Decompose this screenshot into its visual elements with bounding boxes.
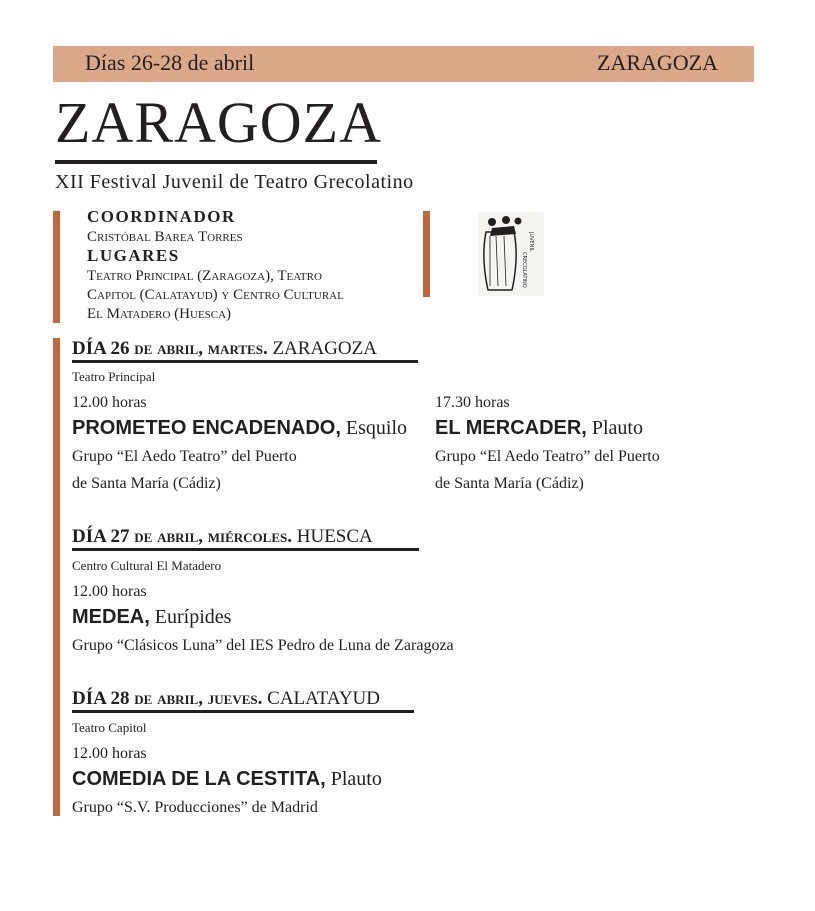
show-title [72,768,382,791]
group-line: Grupo “Clásicos Luna” del IES Pedro de Luna de Zaragoza [72,637,454,654]
venue-name: Teatro Principal [72,369,156,384]
day-underline [72,710,414,713]
show-title [72,417,407,440]
logo-accent-bar [423,211,430,297]
day-heading-26 [72,337,377,361]
day-date: de abril, martes. [134,338,268,359]
venues-line-3: El Matadero (Huesca) [87,306,232,322]
day-heading-28 [72,687,380,711]
group-line: Grupo “El Aedo Teatro” del Puerto [435,448,660,465]
day-label: DÍA 26 [72,338,130,359]
coordinator-name: Cristóbal Barea Torres [87,229,243,245]
title-underline [55,160,377,164]
play-author: Eurípides [154,606,232,628]
day-city: HUESCA [296,526,373,547]
show-time: 12.00 horas [72,394,147,411]
venue-name: Centro Cultural El Matadero [72,558,222,573]
group-line: de Santa María (Cádiz) [435,475,584,492]
play-name: PROMETEO ENCADENADO, [72,417,341,439]
play-author: Plauto [591,417,643,439]
show-time: 12.00 horas [72,745,147,762]
day-heading-27 [72,525,373,549]
header-city: ZARAGOZA [597,50,718,75]
show-title [72,606,231,629]
header-dates: Días 26-28 de abril [85,50,255,75]
play-author: Esquilo [345,417,408,439]
group-line: de Santa María (Cádiz) [72,475,221,492]
show-time: 17.30 horas [435,394,510,411]
venue-name: Teatro Capitol [72,720,147,735]
page-title: ZARAGOZA [55,90,382,155]
program-accent-bar [53,338,60,816]
day-date: de abril, jueves. [134,688,263,709]
group-line: Grupo “S.V. Producciones” de Madrid [72,799,318,816]
day-underline [72,548,419,551]
show-title [435,417,643,440]
venues-line-2: Capitol (Calatayud) y Centro Cultural [87,287,344,303]
play-name: COMEDIA DE LA CESTITA, [72,768,326,790]
info-accent-bar [53,211,60,323]
day-date: de abril, miércoles. [134,526,292,547]
day-label: DÍA 27 [72,526,130,547]
svg-text:CRECOLATINO: CRECOLATINO [521,252,527,288]
greek-vase-figure-logo-icon [478,212,544,296]
show-time: 12.00 horas [72,583,147,600]
play-name: EL MERCADER, [435,417,587,439]
group-line: Grupo “El Aedo Teatro” del Puerto [72,448,297,465]
day-label: DÍA 28 [72,688,130,709]
svg-text:JUVENIL: JUVENIL [528,232,534,252]
day-city: ZARAGOZA [272,338,377,359]
coordinator-label: COORDINADOR [87,207,236,226]
venues-line-1: Teatro Principal (Zaragoza), Teatro [87,268,322,284]
play-author: Plauto [330,768,382,790]
day-city: CALATAYUD [267,688,380,709]
venues-label: LUGARES [87,246,180,265]
play-name: MEDEA, [72,606,150,628]
day-underline [72,360,418,363]
festival-subtitle: XII Festival Juvenil de Teatro Grecolatino [55,171,414,193]
